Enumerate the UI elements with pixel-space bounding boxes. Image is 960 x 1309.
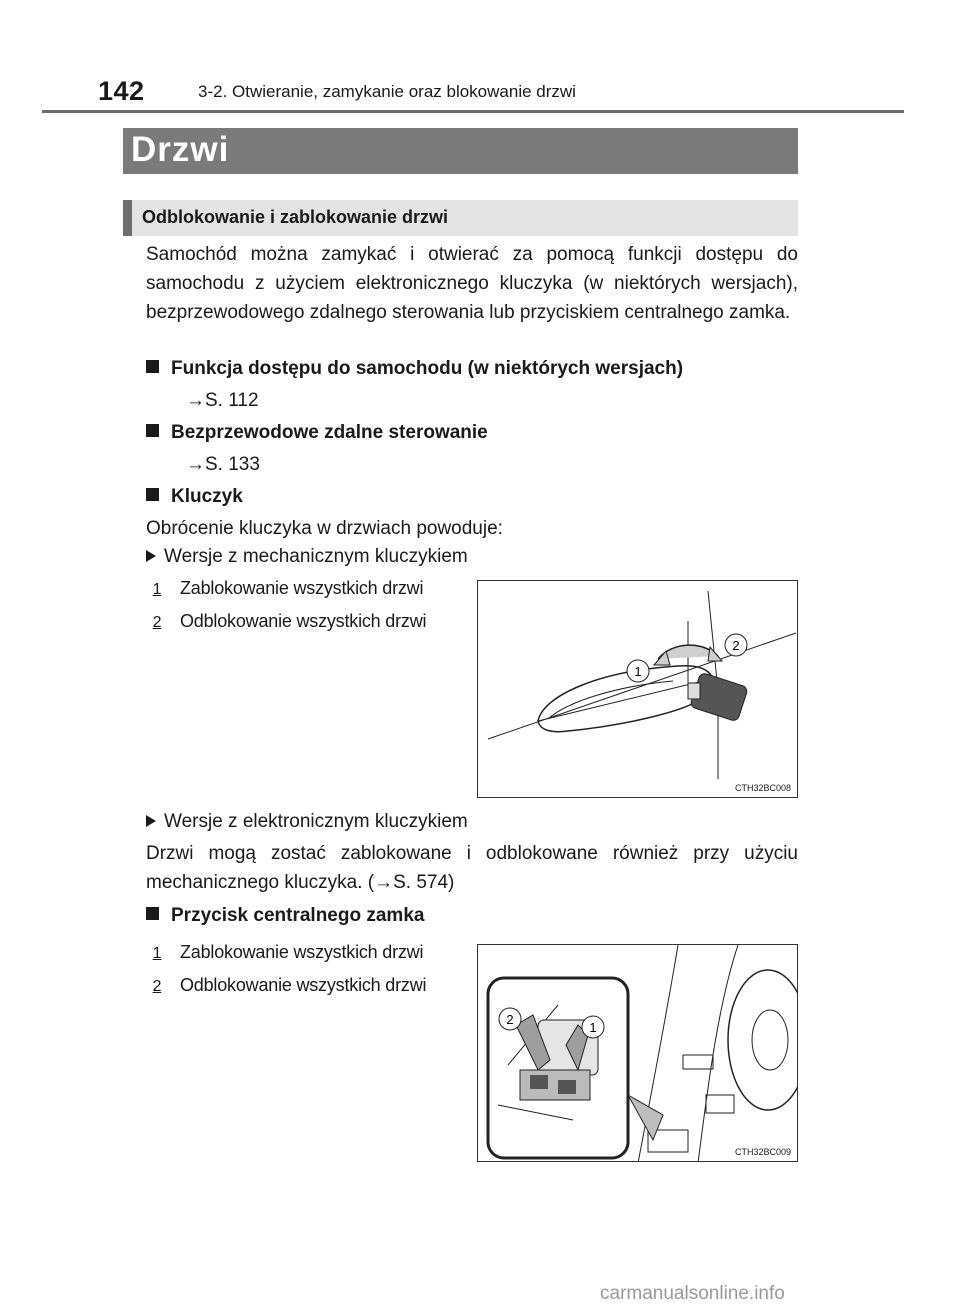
page-reference[interactable]: →S. 112: [186, 390, 259, 411]
triangle-bullet-icon: [146, 815, 156, 827]
page-number: 142: [98, 76, 145, 106]
callout-number: 1: [152, 945, 162, 962]
bullet-mechanical-key: Wersje z mechanicznym kluczykiem: [146, 546, 468, 568]
page-title: Drzwi: [131, 130, 230, 169]
callout-number: 2: [152, 978, 162, 995]
running-head: 3-2. Otwieranie, zamykanie oraz blokowanie drzwi: [198, 82, 576, 101]
callout-lock: 1 Zablokowanie wszystkich drzwi: [146, 942, 423, 963]
subsection-title: Odblokowanie i zablokowanie drzwi: [142, 207, 449, 227]
page-reference[interactable]: →S. 133: [186, 454, 260, 475]
callout-lock: 1 Zablokowanie wszystkich drzwi: [146, 578, 423, 599]
figure-central-lock: [477, 944, 798, 1162]
figure-label-1: 1: [589, 1020, 597, 1035]
watermark: carmanualsonline.info: [600, 1283, 785, 1304]
figure-code: CTH32BC009: [734, 1147, 791, 1157]
figure-code: CTH32BC008: [734, 783, 791, 793]
figure-door-key: [477, 580, 798, 798]
callout-number: 2: [152, 614, 162, 631]
triangle-bullet-icon: [146, 550, 156, 562]
bullet-electronic-key: Wersje z elektronicznym kluczykiem: [146, 811, 468, 833]
intro-paragraph: Samochód można zamykać i otwierać za pomocą funkcji dostępu do samochodu z użyciem elektronicznego kluczyka (w niektórych wersjach), bezprzewodowego zdalnego sterowania lub przyciskiem centralnego zamka.: [146, 244, 798, 323]
square-bullet-icon: [146, 907, 159, 920]
figure-labels: [478, 945, 798, 1162]
callout-unlock: 2 Odblokowanie wszystkich drzwi: [146, 611, 426, 632]
figure-label-2: 2: [506, 1012, 514, 1027]
heading-remote-control: Bezprzewodowe zdalne sterowanie: [146, 422, 488, 444]
callout-number: 1: [152, 581, 162, 598]
key-text: Obrócenie kluczyka w drzwiach powoduje:: [146, 518, 503, 539]
square-bullet-icon: [146, 360, 159, 373]
figure-label-2: 2: [732, 638, 740, 653]
figure-label-1: 1: [634, 664, 642, 679]
subsection-title-bar: [123, 200, 798, 236]
section-title-bar: [123, 128, 798, 174]
heading-keyless-access: Funkcja dostępu do samochodu (w niektórych wersjach): [146, 358, 683, 380]
square-bullet-icon: [146, 488, 159, 501]
header-rule: [42, 110, 904, 113]
callout-unlock: 2 Odblokowanie wszystkich drzwi: [146, 975, 426, 996]
electronic-key-paragraph: Drzwi mogą zostać zablokowane i odblokowane również przy użyciu mechanicznego kluczyka. (→S. 574): [146, 843, 798, 893]
heading-central-lock: Przycisk centralnego zamka: [146, 905, 424, 927]
figure-labels: [478, 581, 798, 798]
square-bullet-icon: [146, 424, 159, 437]
heading-key: Kluczyk: [146, 486, 243, 508]
